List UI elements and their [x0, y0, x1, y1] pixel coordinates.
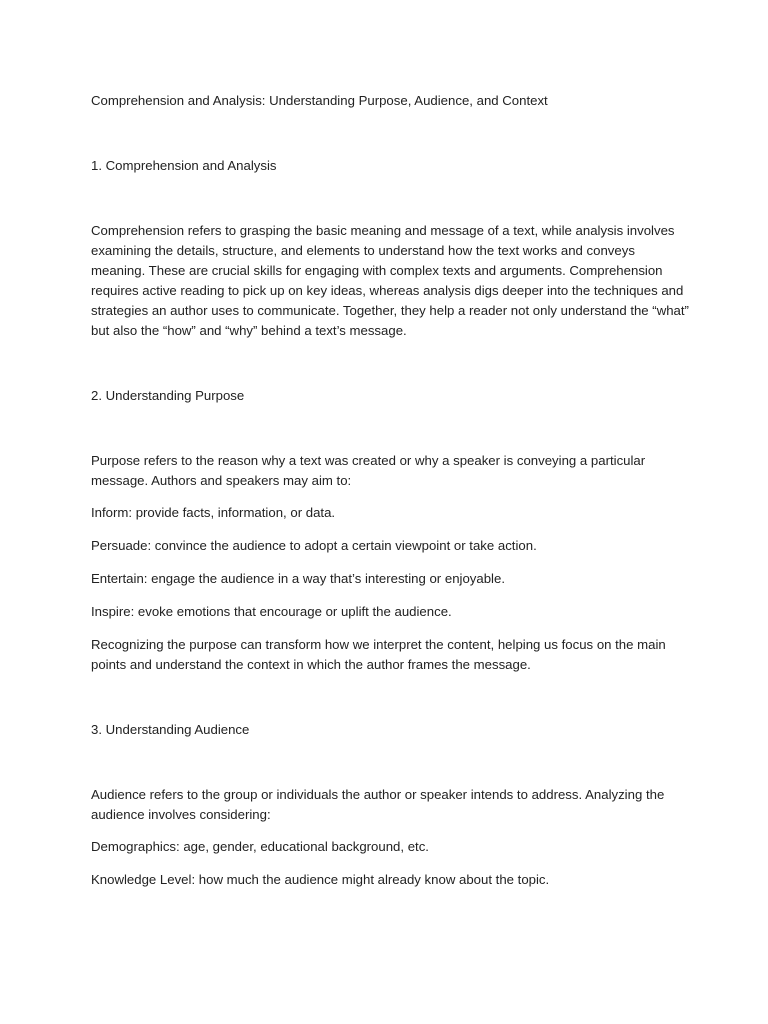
document-page — [91, 91, 691, 903]
paragraph-comprehension: Comprehension refers to grasping the basic meaning and message of a text, while analysis involves examining the details, structure, and elements to understand how the text works and conveys meaning. These are crucial skills for engaging with complex texts and arguments. Comprehension requires active reading to pick up on key ideas, whereas analysis digs deeper into the techniques and strategies an author uses to communicate. Together, they help a reader not only understand the “what” but also the “how” and “why” behind a text’s message. — [91, 223, 689, 338]
section-heading-audience: 3. Understanding Audience — [91, 722, 250, 737]
document-title: Comprehension and Analysis: Understanding Purpose, Audience, and Context — [91, 93, 548, 108]
paragraph-audience-intro: Audience refers to the group or individuals the author or speaker intends to address. Analyzing the audience involves considering: — [91, 787, 665, 822]
paragraph-purpose-closing: Recognizing the purpose can transform how we interpret the content, helping us focus on the main points and understand the context in which the author frames the message. — [91, 637, 666, 672]
list-item-knowledge-level: Knowledge Level: how much the audience might already know about the topic. — [91, 872, 550, 887]
list-item-demographics: Demographics: age, gender, educational background, etc. — [91, 839, 429, 854]
list-item-entertain: Entertain: engage the audience in a way that’s interesting or enjoyable. — [91, 571, 505, 586]
list-item-inform: Inform: provide facts, information, or data. — [91, 505, 336, 520]
paragraph-purpose-intro: Purpose refers to the reason why a text was created or why a speaker is conveying a particular message. Authors and speakers may aim to: — [91, 453, 646, 488]
list-item-inspire: Inspire: evoke emotions that encourage or uplift the audience. — [91, 604, 452, 619]
section-heading-comprehension: 1. Comprehension and Analysis — [91, 158, 277, 173]
list-item-persuade: Persuade: convince the audience to adopt a certain viewpoint or take action. — [91, 538, 537, 553]
section-heading-purpose: 2. Understanding Purpose — [91, 388, 245, 403]
